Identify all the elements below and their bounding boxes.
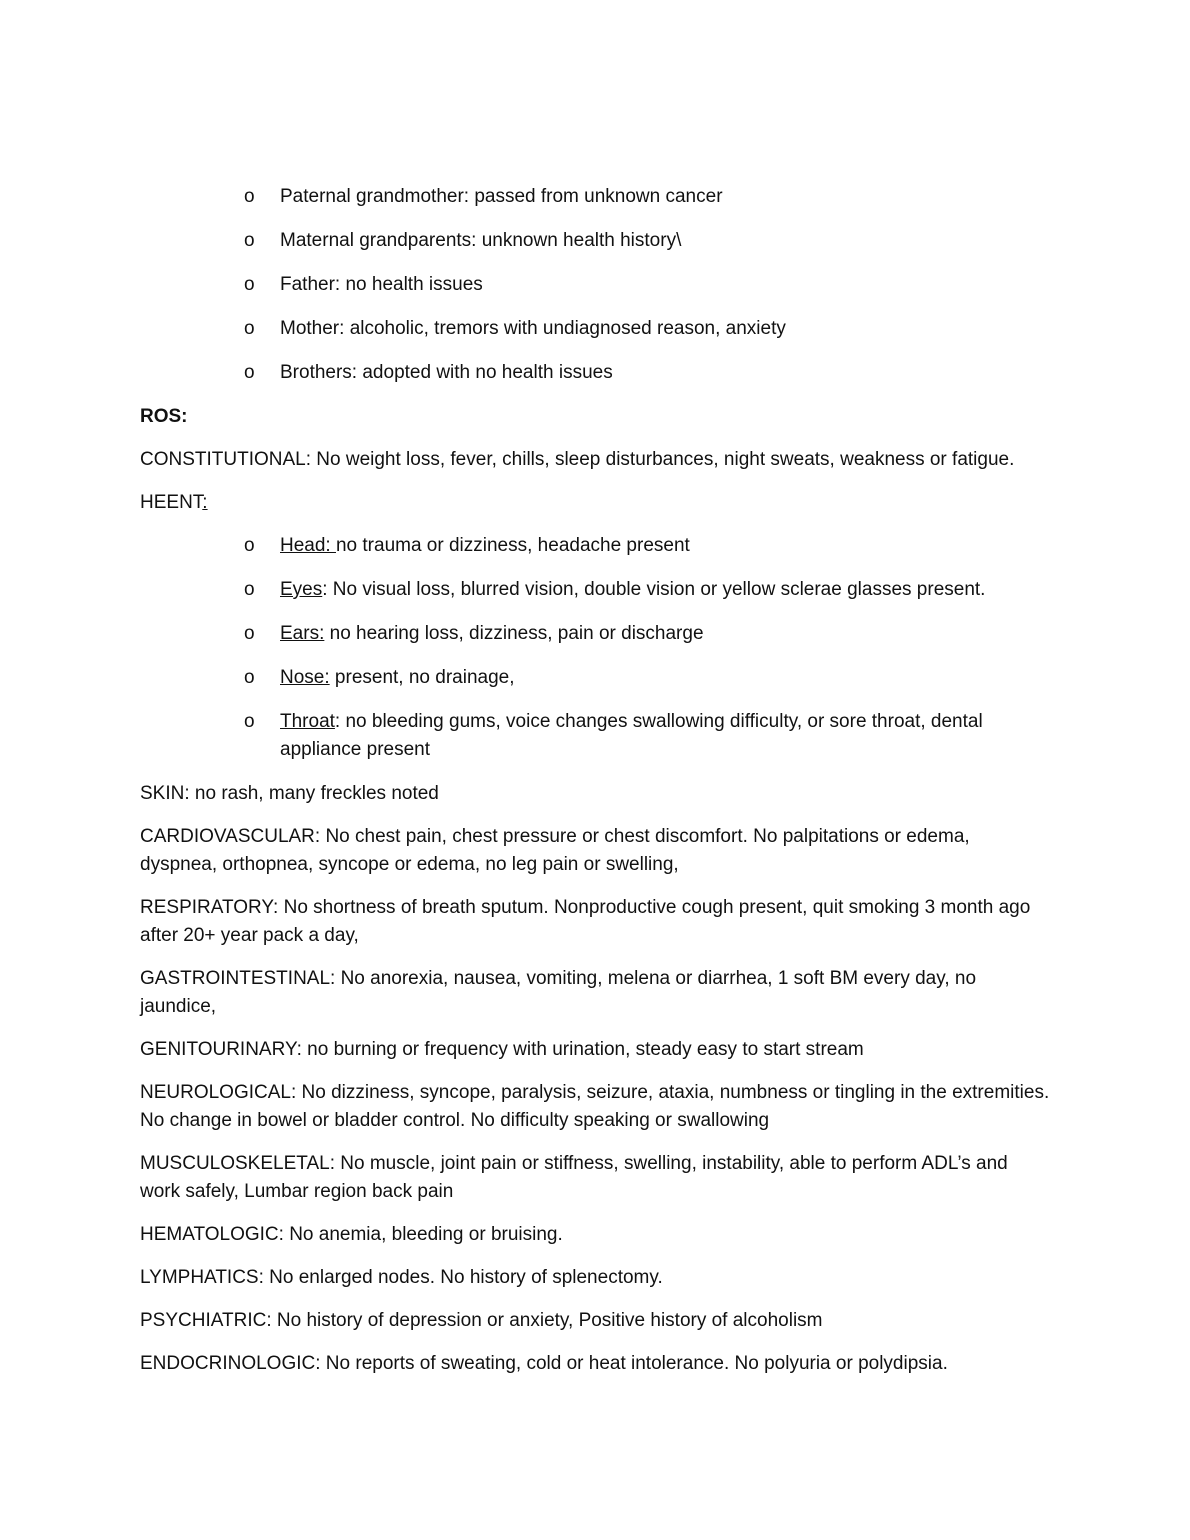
bullet-marker: o (244, 274, 255, 295)
bullet-marker: o (244, 579, 255, 600)
list-item: o Father: no health issues (140, 271, 1050, 299)
list-item: o Brothers: adopted with no health issues (140, 359, 1050, 387)
list-item: o Maternal grandparents: unknown health history\ (140, 227, 1050, 255)
list-item: o Paternal grandmother: passed from unknown cancer (140, 183, 1050, 211)
list-item: o Eyes: No visual loss, blurred vision, double vision or yellow sclerae glasses present. (140, 576, 1050, 604)
list-item: o Ears: no hearing loss, dizziness, pain or discharge (140, 620, 1050, 648)
bullet-marker: o (244, 230, 255, 251)
heent-heading: HEENT: (140, 492, 208, 513)
family-history-list (140, 183, 1050, 387)
respiratory-section: RESPIRATORY: No shortness of breath sputum. Nonproductive cough present, quit smoking 3 month ago after 20+ year pack a day, (140, 897, 1031, 946)
gastrointestinal-section: GASTROINTESTINAL: No anorexia, nausea, vomiting, melena or diarrhea, 1 soft BM every day, no jaundice, (140, 968, 977, 1017)
bullet-marker: o (244, 623, 255, 644)
bullet-marker: o (244, 318, 255, 339)
bullet-marker: o (244, 535, 255, 556)
musculoskeletal-section: MUSCULOSKELETAL: No muscle, joint pain or stiffness, swelling, instability, able to perform ADL’s and work safely, Lumbar region back pain (140, 1153, 1008, 1202)
bullet-marker: o (244, 711, 255, 732)
bullet-marker: o (244, 186, 255, 207)
genitourinary-section: GENITOURINARY: no burning or frequency with urination, steady easy to start stream (140, 1039, 864, 1060)
list-item: o Head: no trauma or dizziness, headache present (140, 532, 1050, 560)
bullet-marker: o (244, 667, 255, 688)
cardiovascular-section: CARDIOVASCULAR: No chest pain, chest pressure or chest discomfort. No palpitations or edema, dyspnea, orthopnea, syncope or edema, no leg pain or swelling, (140, 826, 970, 875)
neurological-section: NEUROLOGICAL: No dizziness, syncope, paralysis, seizure, ataxia, numbness or tingling in the extremities. No change in bowel or bladder control. No difficulty speaking or swallowing (140, 1082, 1050, 1131)
endocrinologic-section: ENDOCRINOLOGIC: No reports of sweating, cold or heat intolerance. No polyuria or polydipsia. (140, 1353, 948, 1374)
lymphatics-section: LYMPHATICS: No enlarged nodes. No history of splenectomy. (140, 1267, 663, 1288)
document-page (140, 183, 1050, 1393)
psychiatric-section: PSYCHIATRIC: No history of depression or anxiety, Positive history of alcoholism (140, 1310, 823, 1331)
heent-list (140, 532, 1050, 764)
list-item: o Nose: present, no drainage, (140, 664, 1050, 692)
constitutional-section: CONSTITUTIONAL: No weight loss, fever, chills, sleep disturbances, night sweats, weakness or fatigue. (140, 449, 1015, 470)
hematologic-section: HEMATOLOGIC: No anemia, bleeding or bruising. (140, 1224, 563, 1245)
ros-heading: ROS: (140, 406, 188, 427)
list-item: o Mother: alcoholic, tremors with undiagnosed reason, anxiety (140, 315, 1050, 343)
skin-section: SKIN: no rash, many freckles noted (140, 783, 439, 804)
bullet-marker: o (244, 362, 255, 383)
list-item: o Throat: no bleeding gums, voice changes swallowing difficulty, or sore throat, dental appliance present (140, 708, 1050, 764)
